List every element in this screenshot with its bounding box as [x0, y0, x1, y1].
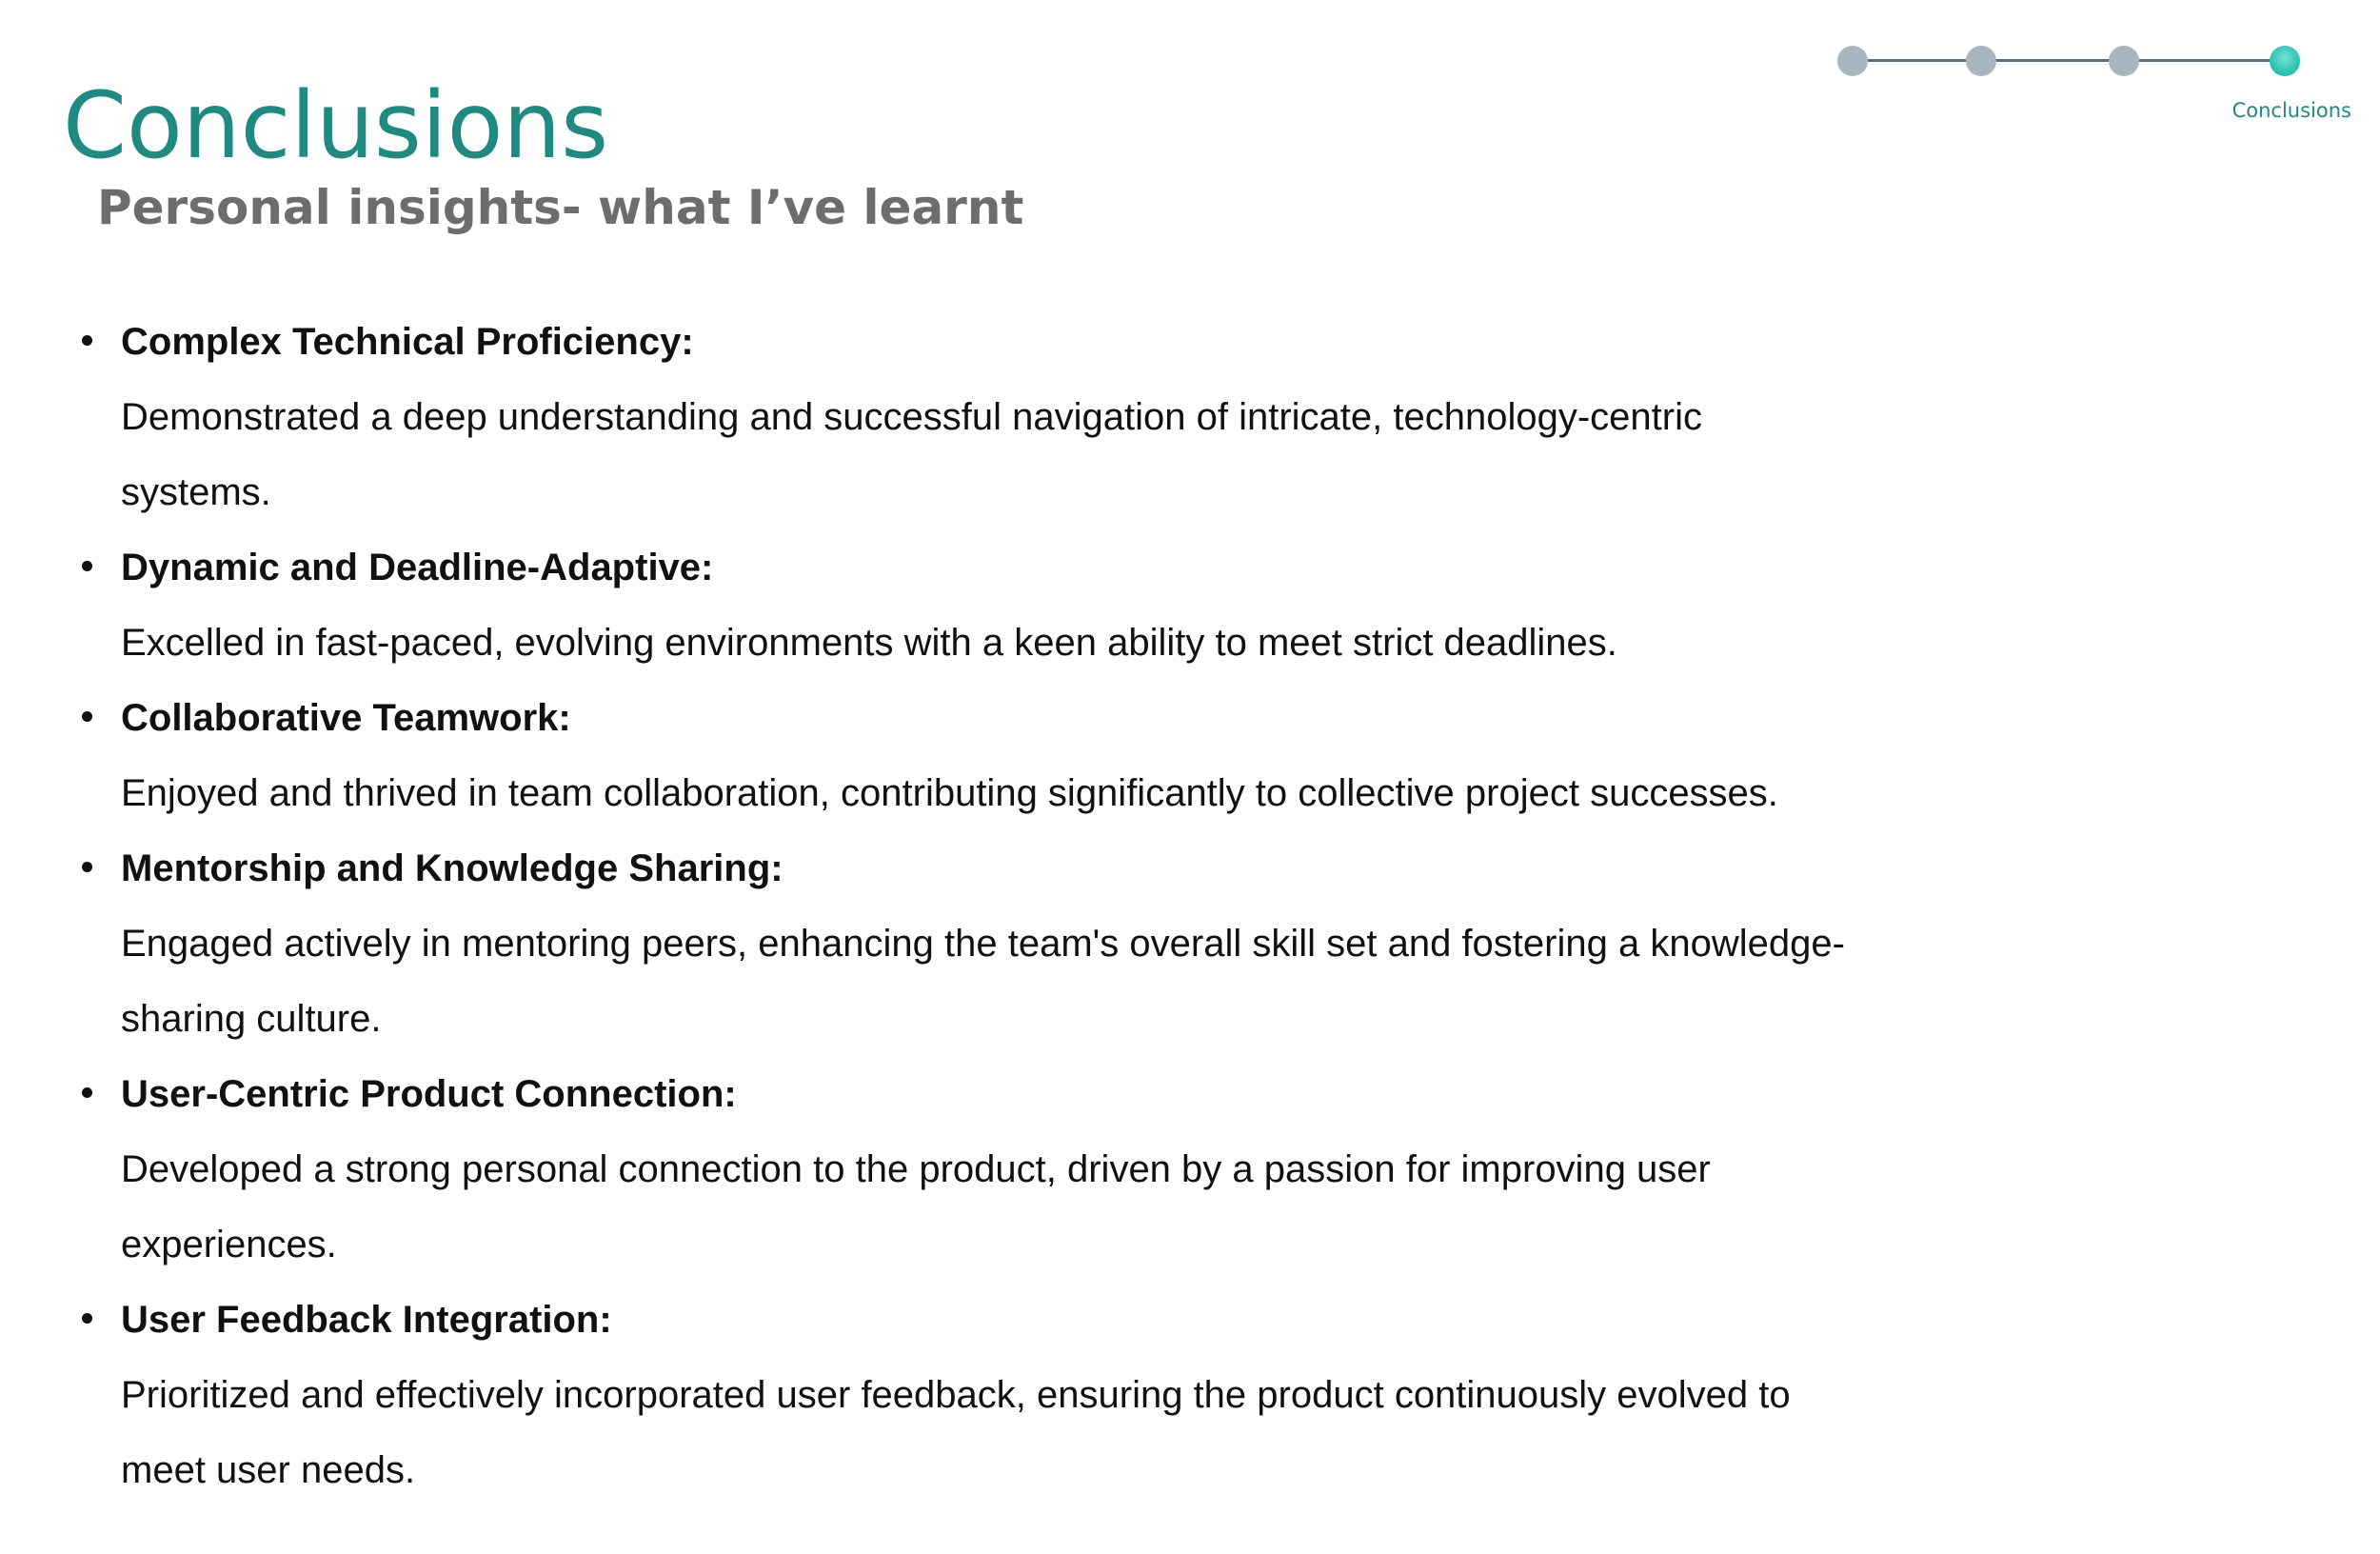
bullet-icon — [82, 335, 92, 346]
step-dot-1[interactable] — [1837, 46, 1868, 76]
insight-heading: User-Centric Product Connection: — [121, 1073, 737, 1115]
insight-heading: User Feedback Integration: — [121, 1299, 612, 1341]
step-dot-2[interactable] — [1966, 46, 1996, 76]
progress-stepper — [1837, 38, 2351, 133]
page-title: Conclusions — [63, 72, 609, 179]
insight-text: Prioritized and effectively incorporated user feedback, ensuring the product continuously evolved to meet user needs. — [121, 1374, 1791, 1491]
bullet-icon — [82, 1087, 92, 1098]
insight-text: Enjoyed and thrived in team collaboration, contributing significantly to collective project successes. — [121, 772, 1778, 814]
bullet-icon — [82, 711, 92, 722]
step-connector — [1991, 59, 2120, 62]
step-dot-3[interactable] — [2109, 46, 2139, 76]
step-dot-current[interactable] — [2270, 46, 2300, 76]
insight-heading: Complex Technical Proficiency: — [121, 321, 694, 363]
insight-heading: Mentorship and Knowledge Sharing: — [121, 847, 783, 889]
insights-list — [69, 305, 1858, 1508]
list-item — [69, 1283, 1858, 1508]
insight-text: Excelled in fast-paced, evolving environments with a keen ability to meet strict deadlines. — [121, 622, 1617, 664]
insight-heading: Dynamic and Deadline-Adaptive: — [121, 547, 714, 588]
page-subtitle: Personal insights- what I’ve learnt — [97, 180, 1024, 235]
bullet-icon — [82, 862, 92, 872]
list-item — [69, 305, 1858, 530]
insight-text: Developed a strong personal connection to the product, driven by a passion for improving user experiences. — [121, 1148, 1711, 1265]
step-connector — [1862, 59, 1977, 62]
step-label-current: Conclusions — [2231, 99, 2351, 122]
list-item — [69, 1057, 1858, 1283]
step-connector — [2133, 59, 2281, 62]
list-item — [69, 831, 1858, 1057]
insight-text: Demonstrated a deep understanding and successful navigation of intricate, technology-centric systems. — [121, 396, 1702, 513]
list-item — [69, 681, 1858, 831]
list-item — [69, 530, 1858, 681]
insight-heading: Collaborative Teamwork: — [121, 697, 571, 739]
bullet-icon — [82, 561, 92, 571]
bullet-icon — [82, 1313, 92, 1324]
insight-text: Engaged actively in mentoring peers, enhancing the team's overall skill set and fostering a knowledge-sharing culture. — [121, 923, 1845, 1040]
